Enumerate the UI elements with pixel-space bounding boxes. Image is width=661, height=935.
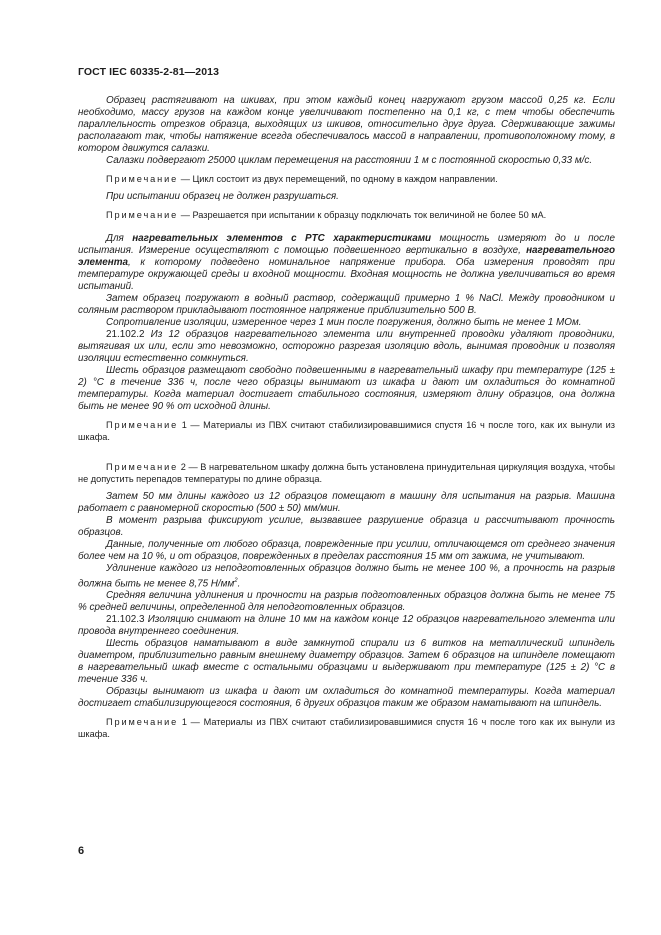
bold-term: нагревательного элемента (78, 245, 615, 268)
paragraph: Для нагревательных элементов с PTC характеристиками мощность измеряют до и после испытания. Измерение осуществляют с помощью подвешенного вертикально в воздухе, нагревательного элемента, к которому подведено номинальное напряжение прибора. Оба измерения проводят при температуре окружающей среды и входной мощности. Входная мощность не должна увеличиваться во время испытаний. (78, 233, 615, 292)
document-header: ГОСТ IEC 60335-2-81—2013 (78, 66, 220, 78)
paragraph: Образец растягивают на шкивах, при этом каждый конец нагружают грузом массой 0,25 кг. Если необходимо, массу грузов на каждом конце увеличивают постепенно на 0,1 кг, с тем чтобы обеспечить параллельность отрезков образца, выходящих из шкивов, относительно друг друга. Сдерживающие зажимы располагают так, чтобы натяжение всегда обеспечивалось массой в направлении, противоположному тому, в котором движутся салазки. (78, 95, 615, 154)
clause-paragraph: 21.102.2 Из 12 образцов нагревательного элемента или внутренней проводки удаляют проводники, вытягивая их или, если это невозможно, осторожно разрезая изоляцию вдоль, вынимая проводник и позволяя изоляции естественно сомкнуться. (78, 329, 615, 364)
superscript: 2 (234, 578, 238, 584)
paragraph: Шесть образцов наматывают в виде замкнутой спирали из 6 витков на металлический шпиндель диаметром, приблизительно равным внешнему диаметру образцов. Затем 6 образцов на шпинделе помещают в нагревательный шкаф вместе с остальными образцами и выдерживают при температуре (125 ± 2) °С в течение 336 ч. (78, 638, 615, 686)
note-text: 1 — Материалы из ПВХ считают стабилизировавшимися спустя 16 ч после того как их вынули из шкафа. (78, 717, 615, 740)
note-text: 2 — В нагревательном шкафу должна быть установлена принудительная циркуляция воздуха, чтобы не допустить перепадов температуры по длине образца. (78, 462, 615, 484)
note-label: Примечание (106, 210, 179, 220)
note (78, 716, 615, 740)
paragraph: Образцы вынимают из шкафа и дают им охладиться до комнатной температуры. Когда материал достигает стабилизирующегося состояния, 6 других образцов таким же образом наматывают на шпиндель. (78, 686, 615, 710)
paragraph: Удлинение каждого из неподготовленных образцов должно быть не менее 100 %, а прочность на разрыв должна быть не менее 8,75 $Н/мм^2$. (78, 563, 615, 590)
paragraph: Данные, полученные от любого образца, поврежденные при усилии, отличающемся от среднего значения более чем на 10 %, и от образцов, поврежденных в пределах расстояния 15 мм от зажима, не учитывают. (78, 539, 615, 562)
paragraph: Сопротивление изоляции, измеренное через 1 мин после погружения, должно быть не менее 1 МОм. (106, 317, 582, 328)
note (78, 419, 615, 443)
paragraph: В момент разрыва фиксируют усилие, вызвавшее разрушение образца и рассчитывают прочность образцов. (78, 515, 615, 538)
note (78, 209, 615, 221)
paragraph: Затем образец погружают в водный раствор, содержащий примерно 1 % NaCl. Между проводником и соляным раствором прикладывают постоянное напряжение приблизительно 500 В. (78, 293, 615, 316)
paragraph: Затем 50 мм длины каждого из 12 образцов помещают в машину для испытания на разрыв. Машина работает с равномерной скоростью (500 ± 50) мм/мин. (78, 491, 615, 514)
paragraph: Салазки подвергают 25000 циклам перемещения на расстоянии 1 м с постоянной скоростью 0,33 м/с. (106, 155, 593, 166)
note-label: Примечание (106, 717, 179, 728)
document-body (78, 95, 615, 746)
clause-number: 21.102.2 (106, 329, 145, 340)
note-label: Примечание (106, 462, 179, 472)
note-label: Примечание (106, 420, 179, 430)
note (78, 173, 615, 185)
clause-number: 21.102.3 (106, 614, 145, 626)
page-number: 6 (78, 845, 85, 857)
clause-paragraph: 21.102.3 Изоляцию снимают на длине 10 мм на каждом конце 12 образцов нагревательного элемента или провода внутреннего соединения. (78, 614, 615, 638)
note-label: Примечание (106, 174, 179, 184)
paragraph: При испытании образец не должен разрушаться. (106, 191, 339, 202)
note (78, 461, 615, 485)
paragraph: Средняя величина удлинения и прочности на разрыв подготовленных образцов должна быть не менее 75 % средней величины, определенной для неподготовленных образцов. (78, 590, 615, 614)
note-text: 1 — Материалы из ПВХ считают стабилизировавшимися спустя 16 ч после того, как их вынули из шкафа. (78, 420, 615, 442)
note-text: — Разрешается при испытании к образцу подключать ток величиной не более 50 мА. (178, 210, 547, 220)
note-text: — Цикл состоит из двух перемещений, по одному в каждом направлении. (178, 174, 498, 184)
paragraph: Шесть образцов размещают свободно подвешенными в нагревательный шкафу при температуре (125 ± 2) °С в течение 336 ч, после чего образцы вынимают из шкафа и дают им охладиться до комнатной температуры. Когда материал достигает стабильного состояния, измеряют длину образцов, она должна быть не менее 90 % от исходной длины. (78, 365, 615, 412)
bold-term: нагревательных элементов с PTC характеристиками (132, 233, 432, 244)
